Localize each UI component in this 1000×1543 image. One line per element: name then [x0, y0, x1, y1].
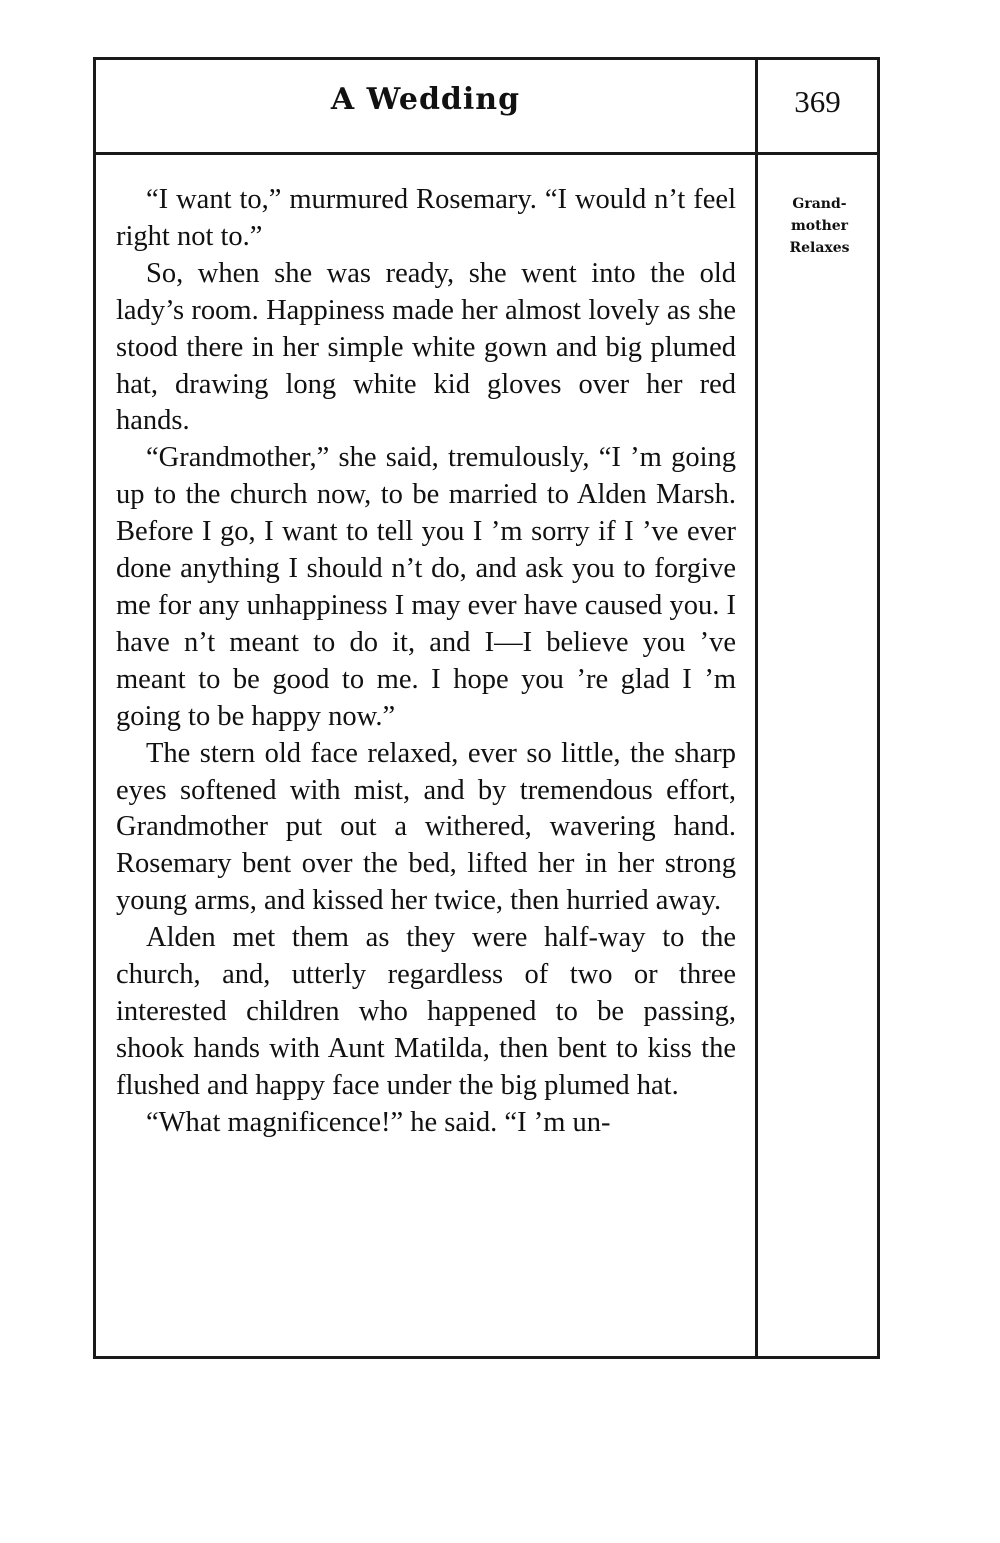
running-title: A Wedding [330, 82, 521, 117]
margin-column-rule [755, 60, 758, 1356]
header-rule [96, 152, 877, 155]
paragraph: The stern old face relaxed, ever so little, the sharp eyes softened with mist, and by tremendous effort, Grandmother put out a withered, wavering hand. Rosemary bent over the bed, lifted her in her strong young arms, and kissed her twice, then hurried away. [116, 737, 736, 917]
margin-note [772, 193, 867, 259]
margin-note-line: Relaxes [789, 240, 850, 256]
body-text [116, 182, 736, 1142]
paragraph: “I want to,” murmured Rosemary. “I would n’t feel right not to.” [116, 184, 736, 252]
paragraph: Alden met them as they were half-way to the church, and, utterly regardless of two or three interested children who happened to be passing, shook hands with Aunt Matilda, then bent to kiss the flushed and happy face under the big plumed hat. [116, 922, 736, 1101]
margin-note-line: mother [790, 218, 849, 234]
paragraph: “Grandmother,” she said, tremulously, “I ’m going up to the church now, to be married to Alden Marsh. Before I go, I want to tell you I ’m sorry if I ’ve ever done anything I should n’t do, and ask you to forgive me for any unhappiness I may ever have caused you. I have n’t meant to do it, and I—I believe you ’ve meant to be good to me. I hope you ’re glad I ’m going to be happy now.” [116, 442, 736, 732]
page-number: 369 [794, 84, 841, 119]
paragraph: So, when she was ready, she went into the old lady’s room. Happiness made her almost lovely as she stood there in her simple white gown and big plumed hat, drawing long white kid gloves over her red hands. [116, 257, 736, 437]
paragraph: “What magnificence!” he said. “I ’m un- [146, 1106, 611, 1138]
margin-note-line: Grand- [792, 196, 847, 212]
page-frame [93, 57, 880, 1359]
